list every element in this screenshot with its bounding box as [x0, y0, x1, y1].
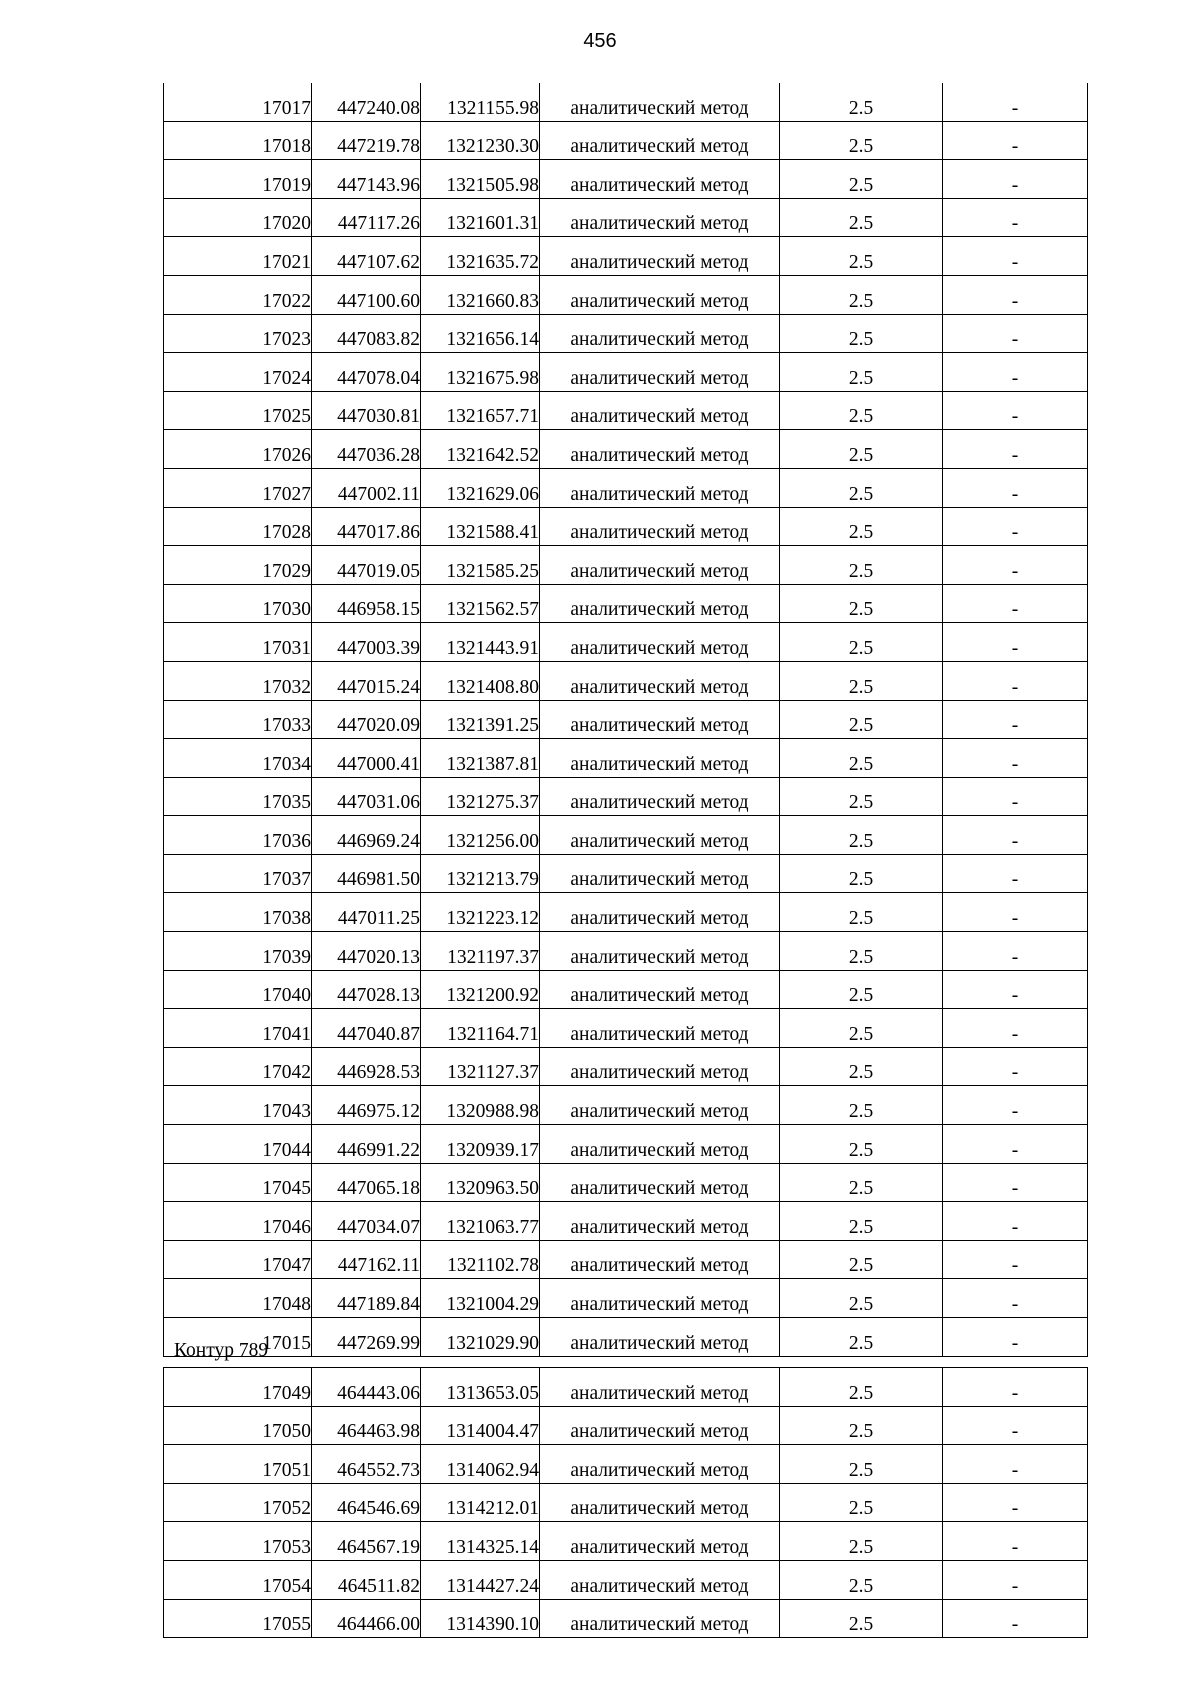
point-number-cell: 17025	[164, 391, 312, 430]
x-coordinate-cell: 447011.25	[312, 893, 421, 932]
point-number-cell: 17049	[164, 1368, 312, 1407]
accuracy-cell: 2.5	[780, 932, 943, 971]
y-coordinate-cell: 1321443.91	[421, 623, 540, 662]
description-cell: -	[943, 1125, 1088, 1164]
table-row	[164, 275, 1088, 314]
description-cell: -	[943, 932, 1088, 971]
point-number-cell: 17024	[164, 353, 312, 392]
accuracy-cell: 2.5	[780, 777, 943, 816]
y-coordinate-cell: 1321004.29	[421, 1279, 540, 1318]
accuracy-cell: 2.5	[780, 546, 943, 585]
description-cell: -	[943, 83, 1088, 121]
y-coordinate-cell: 1314212.01	[421, 1483, 540, 1522]
table-row	[164, 739, 1088, 778]
x-coordinate-cell: 447269.99	[312, 1318, 421, 1357]
table-row	[164, 777, 1088, 816]
description-cell: -	[943, 1445, 1088, 1484]
accuracy-cell: 2.5	[780, 1368, 943, 1407]
description-cell: -	[943, 275, 1088, 314]
y-coordinate-cell: 1321256.00	[421, 816, 540, 855]
x-coordinate-cell: 464546.69	[312, 1483, 421, 1522]
accuracy-cell: 2.5	[780, 1125, 943, 1164]
y-coordinate-cell: 1321230.30	[421, 121, 540, 160]
table-row	[164, 623, 1088, 662]
accuracy-cell: 2.5	[780, 816, 943, 855]
y-coordinate-cell: 1321642.52	[421, 430, 540, 469]
x-coordinate-cell: 447107.62	[312, 237, 421, 276]
point-number-cell: 17030	[164, 584, 312, 623]
method-cell: аналитический метод	[540, 623, 780, 662]
y-coordinate-cell: 1321063.77	[421, 1202, 540, 1241]
table-row	[164, 1202, 1088, 1241]
description-cell: -	[943, 700, 1088, 739]
x-coordinate-cell: 447040.87	[312, 1009, 421, 1048]
x-coordinate-cell: 447015.24	[312, 661, 421, 700]
point-number-cell: 17032	[164, 661, 312, 700]
table-row	[164, 816, 1088, 855]
x-coordinate-cell: 447143.96	[312, 160, 421, 199]
point-number-cell: 17027	[164, 468, 312, 507]
y-coordinate-cell: 1314062.94	[421, 1445, 540, 1484]
point-number-cell: 17054	[164, 1560, 312, 1599]
accuracy-cell: 2.5	[780, 1445, 943, 1484]
page-number: 456	[583, 30, 617, 52]
description-cell: -	[943, 584, 1088, 623]
accuracy-cell: 2.5	[780, 198, 943, 237]
table-row	[164, 507, 1088, 546]
accuracy-cell: 2.5	[780, 468, 943, 507]
x-coordinate-cell: 447034.07	[312, 1202, 421, 1241]
point-number-cell: 17048	[164, 1279, 312, 1318]
accuracy-cell: 2.5	[780, 160, 943, 199]
y-coordinate-cell: 1321102.78	[421, 1240, 540, 1279]
table-row	[164, 160, 1088, 199]
point-number-cell: 17045	[164, 1163, 312, 1202]
x-coordinate-cell: 447078.04	[312, 353, 421, 392]
point-number-cell: 17020	[164, 198, 312, 237]
y-coordinate-cell: 1321656.14	[421, 314, 540, 353]
x-coordinate-cell: 447031.06	[312, 777, 421, 816]
point-number-cell: 17031	[164, 623, 312, 662]
table-row	[164, 854, 1088, 893]
accuracy-cell: 2.5	[780, 661, 943, 700]
point-number-cell: 17040	[164, 970, 312, 1009]
x-coordinate-cell: 447020.13	[312, 932, 421, 971]
table-row	[164, 1009, 1088, 1048]
y-coordinate-cell: 1321223.12	[421, 893, 540, 932]
point-number-cell: 17034	[164, 739, 312, 778]
point-number-cell: 17017	[164, 83, 312, 121]
description-cell: -	[943, 623, 1088, 662]
x-coordinate-cell: 464466.00	[312, 1599, 421, 1638]
table-row	[164, 237, 1088, 276]
method-cell: аналитический метод	[540, 1047, 780, 1086]
table-row	[164, 1047, 1088, 1086]
accuracy-cell: 2.5	[780, 1279, 943, 1318]
description-cell: -	[943, 1009, 1088, 1048]
method-cell: аналитический метод	[540, 1522, 780, 1561]
point-number-cell: 17022	[164, 275, 312, 314]
y-coordinate-cell: 1321408.80	[421, 661, 540, 700]
table-row	[164, 584, 1088, 623]
y-coordinate-cell: 1320988.98	[421, 1086, 540, 1125]
x-coordinate-cell: 447028.13	[312, 970, 421, 1009]
accuracy-cell: 2.5	[780, 1163, 943, 1202]
table-row	[164, 970, 1088, 1009]
table-row	[164, 1163, 1088, 1202]
y-coordinate-cell: 1320963.50	[421, 1163, 540, 1202]
method-cell: аналитический метод	[540, 932, 780, 971]
method-cell: аналитический метод	[540, 314, 780, 353]
x-coordinate-cell: 447036.28	[312, 430, 421, 469]
method-cell: аналитический метод	[540, 970, 780, 1009]
x-coordinate-cell: 447003.39	[312, 623, 421, 662]
y-coordinate-cell: 1313653.05	[421, 1368, 540, 1407]
table-row	[164, 1279, 1088, 1318]
method-cell: аналитический метод	[540, 1318, 780, 1357]
description-cell: -	[943, 739, 1088, 778]
accuracy-cell: 2.5	[780, 314, 943, 353]
x-coordinate-cell: 447189.84	[312, 1279, 421, 1318]
description-cell: -	[943, 777, 1088, 816]
method-cell: аналитический метод	[540, 816, 780, 855]
x-coordinate-cell: 447019.05	[312, 546, 421, 585]
description-cell: -	[943, 198, 1088, 237]
method-cell: аналитический метод	[540, 1599, 780, 1638]
description-cell: -	[943, 1483, 1088, 1522]
y-coordinate-cell: 1321197.37	[421, 932, 540, 971]
point-number-cell: 17043	[164, 1086, 312, 1125]
point-number-cell: 17015	[164, 1318, 312, 1357]
x-coordinate-cell: 447020.09	[312, 700, 421, 739]
y-coordinate-cell: 1321588.41	[421, 507, 540, 546]
x-coordinate-cell: 446991.22	[312, 1125, 421, 1164]
description-cell: -	[943, 160, 1088, 199]
x-coordinate-cell: 464567.19	[312, 1522, 421, 1561]
method-cell: аналитический метод	[540, 1163, 780, 1202]
y-coordinate-cell: 1321505.98	[421, 160, 540, 199]
accuracy-cell: 2.5	[780, 1560, 943, 1599]
x-coordinate-cell: 447162.11	[312, 1240, 421, 1279]
x-coordinate-cell: 447065.18	[312, 1163, 421, 1202]
method-cell: аналитический метод	[540, 739, 780, 778]
table-row	[164, 1445, 1088, 1484]
accuracy-cell: 2.5	[780, 623, 943, 662]
description-cell: -	[943, 353, 1088, 392]
description-cell: -	[943, 1522, 1088, 1561]
accuracy-cell: 2.5	[780, 1522, 943, 1561]
table-row	[164, 314, 1088, 353]
table-row	[164, 546, 1088, 585]
method-cell: аналитический метод	[540, 353, 780, 392]
description-cell: -	[943, 1406, 1088, 1445]
point-number-cell: 17035	[164, 777, 312, 816]
method-cell: аналитический метод	[540, 661, 780, 700]
table-row	[164, 1406, 1088, 1445]
method-cell: аналитический метод	[540, 1483, 780, 1522]
point-number-cell: 17028	[164, 507, 312, 546]
table-row	[164, 700, 1088, 739]
table-row	[164, 121, 1088, 160]
x-coordinate-cell: 446928.53	[312, 1047, 421, 1086]
method-cell: аналитический метод	[540, 1202, 780, 1241]
description-cell: -	[943, 237, 1088, 276]
method-cell: аналитический метод	[540, 1406, 780, 1445]
x-coordinate-cell: 464552.73	[312, 1445, 421, 1484]
point-number-cell: 17047	[164, 1240, 312, 1279]
method-cell: аналитический метод	[540, 584, 780, 623]
table-row	[164, 932, 1088, 971]
accuracy-cell: 2.5	[780, 391, 943, 430]
description-cell: -	[943, 468, 1088, 507]
y-coordinate-cell: 1321629.06	[421, 468, 540, 507]
accuracy-cell: 2.5	[780, 1202, 943, 1241]
y-coordinate-cell: 1314004.47	[421, 1406, 540, 1445]
x-coordinate-cell: 464463.98	[312, 1406, 421, 1445]
description-cell: -	[943, 1163, 1088, 1202]
x-coordinate-cell: 464443.06	[312, 1368, 421, 1407]
description-cell: -	[943, 1560, 1088, 1599]
description-cell: -	[943, 1086, 1088, 1125]
y-coordinate-cell: 1321585.25	[421, 546, 540, 585]
coordinates-table-body	[164, 1368, 1088, 1638]
x-coordinate-cell: 447030.81	[312, 391, 421, 430]
accuracy-cell: 2.5	[780, 1009, 943, 1048]
table-row	[164, 198, 1088, 237]
method-cell: аналитический метод	[540, 1560, 780, 1599]
point-number-cell: 17046	[164, 1202, 312, 1241]
method-cell: аналитический метод	[540, 121, 780, 160]
description-cell: -	[943, 430, 1088, 469]
y-coordinate-cell: 1321155.98	[421, 83, 540, 121]
method-cell: аналитический метод	[540, 1009, 780, 1048]
point-number-cell: 17029	[164, 546, 312, 585]
method-cell: аналитический метод	[540, 160, 780, 199]
x-coordinate-cell: 447002.11	[312, 468, 421, 507]
accuracy-cell: 2.5	[780, 700, 943, 739]
method-cell: аналитический метод	[540, 546, 780, 585]
y-coordinate-cell: 1321562.57	[421, 584, 540, 623]
accuracy-cell: 2.5	[780, 1240, 943, 1279]
y-coordinate-cell: 1321675.98	[421, 353, 540, 392]
table-row	[164, 1483, 1088, 1522]
table-row	[164, 391, 1088, 430]
description-cell: -	[943, 507, 1088, 546]
method-cell: аналитический метод	[540, 700, 780, 739]
table-row	[164, 1125, 1088, 1164]
accuracy-cell: 2.5	[780, 1599, 943, 1638]
x-coordinate-cell: 446975.12	[312, 1086, 421, 1125]
method-cell: аналитический метод	[540, 198, 780, 237]
method-cell: аналитический метод	[540, 1279, 780, 1318]
point-number-cell: 17053	[164, 1522, 312, 1561]
y-coordinate-cell: 1321387.81	[421, 739, 540, 778]
method-cell: аналитический метод	[540, 777, 780, 816]
y-coordinate-cell: 1321601.31	[421, 198, 540, 237]
y-coordinate-cell: 1321200.92	[421, 970, 540, 1009]
y-coordinate-cell: 1314325.14	[421, 1522, 540, 1561]
description-cell: -	[943, 314, 1088, 353]
y-coordinate-cell: 1321029.90	[421, 1318, 540, 1357]
table-row	[164, 893, 1088, 932]
accuracy-cell: 2.5	[780, 507, 943, 546]
table-row	[164, 1240, 1088, 1279]
x-coordinate-cell: 447219.78	[312, 121, 421, 160]
y-coordinate-cell: 1314390.10	[421, 1599, 540, 1638]
accuracy-cell: 2.5	[780, 854, 943, 893]
y-coordinate-cell: 1314427.24	[421, 1560, 540, 1599]
accuracy-cell: 2.5	[780, 1086, 943, 1125]
description-cell: -	[943, 816, 1088, 855]
y-coordinate-cell: 1321164.71	[421, 1009, 540, 1048]
point-number-cell: 17052	[164, 1483, 312, 1522]
point-number-cell: 17055	[164, 1599, 312, 1638]
coordinates-table-contour-789	[163, 1367, 1088, 1638]
y-coordinate-cell: 1321275.37	[421, 777, 540, 816]
y-coordinate-cell: 1321660.83	[421, 275, 540, 314]
point-number-cell: 17041	[164, 1009, 312, 1048]
y-coordinate-cell: 1321391.25	[421, 700, 540, 739]
description-cell: -	[943, 893, 1088, 932]
point-number-cell: 17037	[164, 854, 312, 893]
accuracy-cell: 2.5	[780, 275, 943, 314]
table-row	[164, 1086, 1088, 1125]
accuracy-cell: 2.5	[780, 970, 943, 1009]
accuracy-cell: 2.5	[780, 83, 943, 121]
method-cell: аналитический метод	[540, 275, 780, 314]
method-cell: аналитический метод	[540, 1445, 780, 1484]
accuracy-cell: 2.5	[780, 1483, 943, 1522]
method-cell: аналитический метод	[540, 1125, 780, 1164]
coordinates-table	[163, 83, 1088, 1357]
point-number-cell: 17044	[164, 1125, 312, 1164]
point-number-cell: 17036	[164, 816, 312, 855]
y-coordinate-cell: 1321213.79	[421, 854, 540, 893]
method-cell: аналитический метод	[540, 430, 780, 469]
description-cell: -	[943, 1318, 1088, 1357]
table-row	[164, 83, 1088, 121]
method-cell: аналитический метод	[540, 237, 780, 276]
table-row	[164, 1368, 1088, 1407]
description-cell: -	[943, 1368, 1088, 1407]
point-number-cell: 17033	[164, 700, 312, 739]
method-cell: аналитический метод	[540, 854, 780, 893]
table-row	[164, 430, 1088, 469]
method-cell: аналитический метод	[540, 507, 780, 546]
method-cell: аналитический метод	[540, 83, 780, 121]
description-cell: -	[943, 854, 1088, 893]
x-coordinate-cell: 446958.15	[312, 584, 421, 623]
method-cell: аналитический метод	[540, 1086, 780, 1125]
point-number-cell: 17038	[164, 893, 312, 932]
point-number-cell: 17021	[164, 237, 312, 276]
point-number-cell: 17018	[164, 121, 312, 160]
accuracy-cell: 2.5	[780, 1047, 943, 1086]
point-number-cell: 17026	[164, 430, 312, 469]
point-number-cell: 17039	[164, 932, 312, 971]
method-cell: аналитический метод	[540, 391, 780, 430]
x-coordinate-cell: 446981.50	[312, 854, 421, 893]
point-number-cell: 17019	[164, 160, 312, 199]
accuracy-cell: 2.5	[780, 237, 943, 276]
point-number-cell: 17042	[164, 1047, 312, 1086]
x-coordinate-cell: 447240.08	[312, 83, 421, 121]
accuracy-cell: 2.5	[780, 430, 943, 469]
point-number-cell: 17023	[164, 314, 312, 353]
contour-label: Контур 789	[174, 1340, 269, 1361]
x-coordinate-cell: 446969.24	[312, 816, 421, 855]
description-cell: -	[943, 121, 1088, 160]
x-coordinate-cell: 464511.82	[312, 1560, 421, 1599]
accuracy-cell: 2.5	[780, 893, 943, 932]
description-cell: -	[943, 1240, 1088, 1279]
accuracy-cell: 2.5	[780, 584, 943, 623]
description-cell: -	[943, 661, 1088, 700]
table-row	[164, 353, 1088, 392]
x-coordinate-cell: 447117.26	[312, 198, 421, 237]
x-coordinate-cell: 447083.82	[312, 314, 421, 353]
y-coordinate-cell: 1320939.17	[421, 1125, 540, 1164]
description-cell: -	[943, 391, 1088, 430]
table-row	[164, 1522, 1088, 1561]
table-row	[164, 468, 1088, 507]
accuracy-cell: 2.5	[780, 739, 943, 778]
description-cell: -	[943, 1202, 1088, 1241]
table-row	[164, 1599, 1088, 1638]
point-number-cell: 17050	[164, 1406, 312, 1445]
y-coordinate-cell: 1321127.37	[421, 1047, 540, 1086]
method-cell: аналитический метод	[540, 1240, 780, 1279]
method-cell: аналитический метод	[540, 893, 780, 932]
method-cell: аналитический метод	[540, 468, 780, 507]
table-row	[164, 661, 1088, 700]
description-cell: -	[943, 1279, 1088, 1318]
y-coordinate-cell: 1321657.71	[421, 391, 540, 430]
description-cell: -	[943, 546, 1088, 585]
coordinates-table-body	[164, 83, 1088, 1356]
x-coordinate-cell: 447000.41	[312, 739, 421, 778]
x-coordinate-cell: 447017.86	[312, 507, 421, 546]
accuracy-cell: 2.5	[780, 1318, 943, 1357]
description-cell: -	[943, 970, 1088, 1009]
table-row	[164, 1560, 1088, 1599]
table-row	[164, 1318, 1088, 1357]
point-number-cell: 17051	[164, 1445, 312, 1484]
accuracy-cell: 2.5	[780, 121, 943, 160]
accuracy-cell: 2.5	[780, 353, 943, 392]
method-cell: аналитический метод	[540, 1368, 780, 1407]
description-cell: -	[943, 1599, 1088, 1638]
description-cell: -	[943, 1047, 1088, 1086]
y-coordinate-cell: 1321635.72	[421, 237, 540, 276]
accuracy-cell: 2.5	[780, 1406, 943, 1445]
x-coordinate-cell: 447100.60	[312, 275, 421, 314]
